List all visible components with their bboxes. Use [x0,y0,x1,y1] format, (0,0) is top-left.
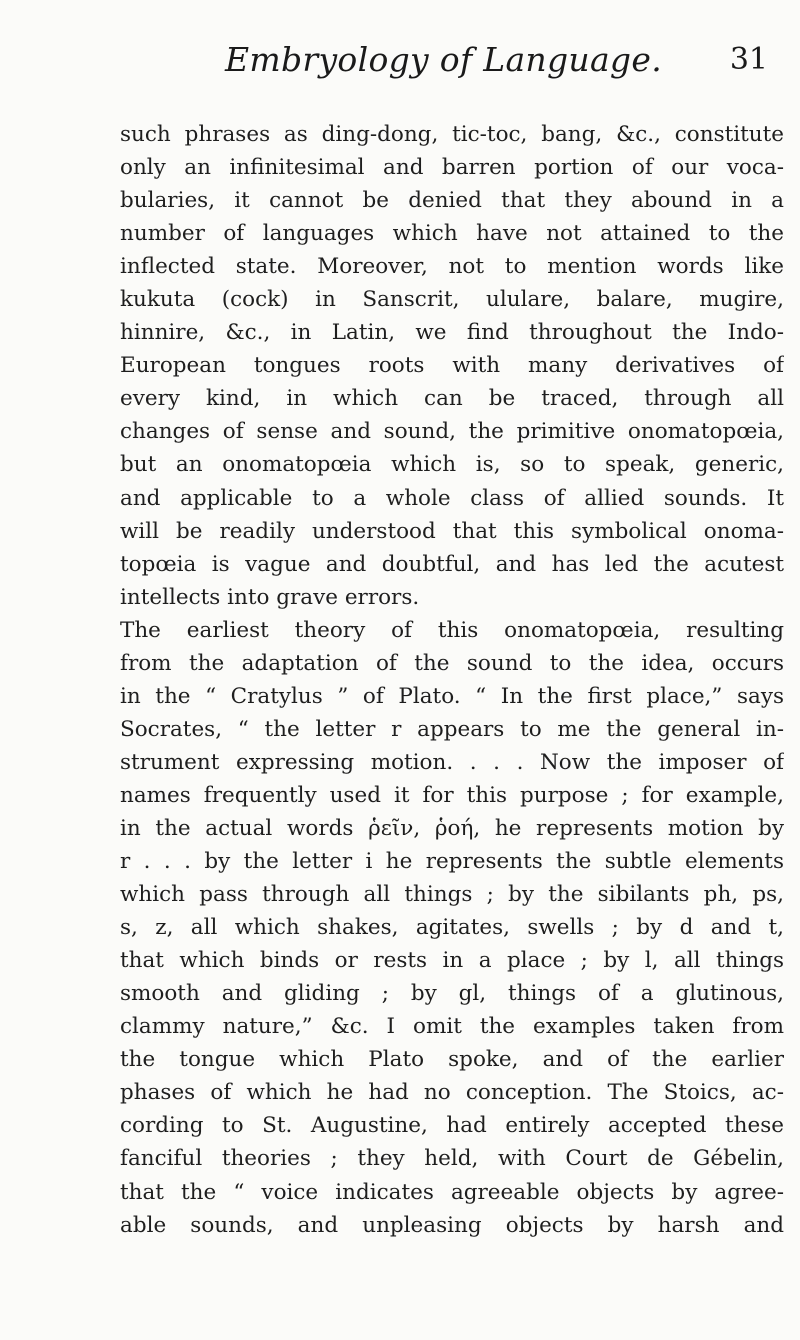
text-line: kukuta (cock) in Sanscrit, ululare, balare, mugire, [120,287,784,313]
text-line: which pass through all things ; by the sibilants ph, ps, [120,882,784,908]
text-line: in the “ Cratylus ” of Plato. “ In the first place,” says [120,683,784,709]
text-line: clammy nature,” &c. I omit the examples taken from [120,1014,784,1040]
text-line: cording to St. Augustine, had entirely accepted these [120,1113,784,1139]
text-line: but an onomatopœia which is, so to speak, generic, [120,452,784,478]
text-line: intellects into grave errors. [120,584,420,610]
text-line: Socrates, “ the letter r appears to me the general in- [120,716,784,742]
text-line: bularies, it cannot be denied that they abound in a [120,188,784,214]
text-line: that the “ voice indicates agreeable objects by agree- [120,1179,784,1205]
text-line: phases of which he had no conception. The Stoics, ac- [120,1080,784,1106]
text-line: in the actual words ῥεῖν, ῥοή, he represents motion by [120,815,784,841]
running-title: Embryology of Language. [225,40,662,79]
text-line: European tongues roots with many derivatives of [120,353,784,379]
text-line: fanciful theories ; they held, with Court de Gébelin, [120,1146,784,1172]
text-line: will be readily understood that this symbolical onoma- [120,518,784,544]
text-line: such phrases as ding-dong, tic-toc, bang, &c., constitute [120,122,784,147]
text-line: inflected state. Moreover, not to mention words like [120,254,784,280]
text-line: only an infinitesimal and barren portion of our voca- [120,155,784,181]
text-line: r . . . by the letter i he represents the subtle elements [120,849,784,875]
text-line: from the adaptation of the sound to the idea, occurs [120,650,784,676]
text-line: s, z, all which shakes, agitates, swells ; by d and t, [120,915,784,941]
text-line: and applicable to a whole class of allied sounds. It [120,485,784,511]
text-line: able sounds, and unpleasing objects by harsh and [120,1212,784,1238]
page-number: 31 [729,42,768,77]
text-line: the tongue which Plato spoke, and of the earlier [120,1047,784,1073]
text-line: smooth and gliding ; by gl, things of a glutinous, [120,981,784,1007]
text-line: changes of sense and sound, the primitive onomatopœia, [120,419,784,445]
body-text [120,118,784,1242]
text-line: that which binds or rests in a place ; by l, all things [120,948,784,974]
text-line: names frequently used it for this purpose ; for example, [120,782,784,808]
text-line: The earliest theory of this onomatopœia, resulting [120,617,784,643]
page-header [120,40,780,96]
text-line: strument expressing motion. . . . Now the imposer of [120,749,784,775]
text-line: hinnire, &c., in Latin, we find throughout the Indo- [120,320,784,346]
text-line: topœia is vague and doubtful, and has led the acutest [120,551,784,577]
text-line: number of languages which have not attained to the [120,221,784,247]
text-line: every kind, in which can be traced, through all [120,386,784,412]
